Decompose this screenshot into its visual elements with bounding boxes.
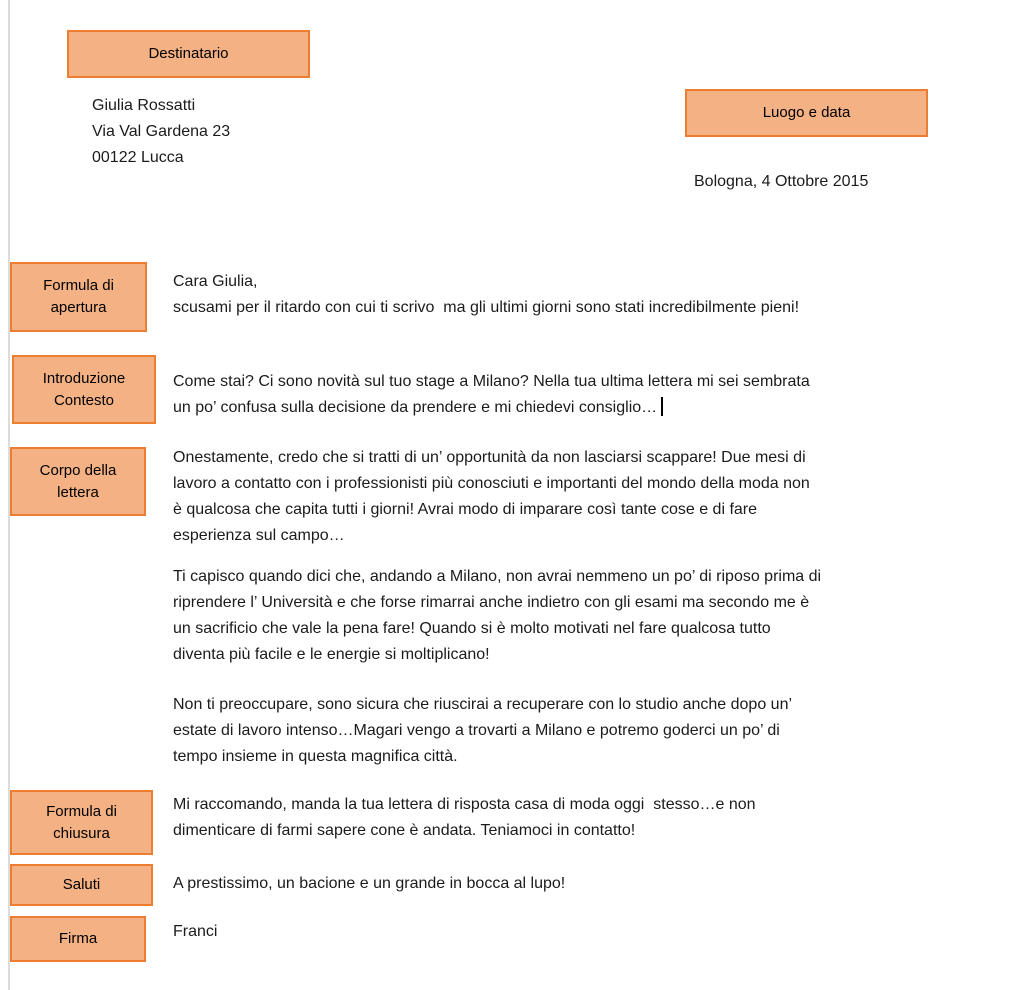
tag-introduzione-contesto-label: Introduzione Contesto	[42, 369, 126, 409]
tag-corpo-lettera[interactable]	[10, 447, 146, 516]
paragraph-body-1[interactable]: Onestamente, credo che si tratti di un’ opportunità da non lasciarsi scappare! Due mesi di lavoro a contatto con i professionisti più conosciuti e importanti del mondo della moda non è qualcosa che capita tutti i giorni! Avrai modo di imparare così tante cose e di fare esperienza sul campo…	[173, 449, 810, 544]
recipient-name: Giulia Rossatti	[92, 97, 196, 114]
text-cursor	[661, 397, 663, 416]
tag-corpo-lettera-label: Corpo della lettera	[39, 461, 117, 501]
tag-formula-apertura[interactable]	[10, 262, 147, 332]
tag-luogo-e-data-label: Luogo e data	[762, 104, 851, 121]
recipient-address[interactable]	[92, 93, 230, 171]
paragraph-salute[interactable]: A prestissimo, un bacione e un grande in bocca al lupo!	[173, 875, 566, 892]
tag-luogo-e-data[interactable]	[685, 89, 928, 137]
tag-introduzione-contesto[interactable]	[12, 355, 156, 424]
paragraph-opening[interactable]: Cara Giulia, scusami per il ritardo con cui ti scrivo ma gli ultimi giorni sono stati incredibilmente pieni!	[173, 273, 800, 316]
recipient-street: Via Val Gardena 23	[92, 123, 231, 140]
tag-destinatario-label: Destinatario	[148, 45, 229, 62]
paragraph-intro[interactable]: Come stai? Ci sono novità sul tuo stage a Milano? Nella tua ultima lettera mi sei sembrata un po’ confusa sulla decisione da prendere e mi chiedevi consiglio…	[173, 373, 810, 416]
paragraph-signature[interactable]: Franci	[173, 923, 218, 940]
recipient-city: 00122 Lucca	[92, 149, 184, 166]
tag-destinatario[interactable]	[67, 30, 310, 78]
tag-firma[interactable]	[10, 916, 146, 962]
tag-saluti-label: Saluti	[62, 876, 101, 893]
tag-formula-chiusura[interactable]	[10, 790, 153, 855]
paragraph-body-3[interactable]: Non ti preoccupare, sono sicura che riuscirai a recuperare con lo studio anche dopo un’ estate di lavoro intenso…Magari vengo a trovarti a Milano e potremo goderci un po’ di tempo insieme in questa magnifica città.	[173, 696, 793, 765]
tag-formula-apertura-label: Formula di apertura	[43, 277, 114, 316]
paragraph-closing[interactable]: Mi raccomando, manda la tua lettera di risposta casa di moda oggi stesso…e non dimenticare di farmi sapere cone è andata. Teniamoci in contatto!	[173, 796, 756, 839]
tag-formula-chiusura-label: Formula di chiusura	[46, 802, 117, 842]
tag-firma-label: Firma	[58, 930, 98, 947]
tag-saluti[interactable]	[10, 864, 153, 906]
paragraph-body-2[interactable]: Ti capisco quando dici che, andando a Milano, non avrai nemmeno un po’ di riposo prima di riprendere l’ Università e che forse rimarrai anche indietro con gli esami ma secondo me è un sacrificio che vale la pena fare! Quando si è molto motivati nel fare qualcosa tutto diventa più facile e le energie si moltiplicano!	[173, 568, 822, 663]
date-line[interactable]: Bologna, 4 Ottobre 2015	[694, 173, 869, 190]
